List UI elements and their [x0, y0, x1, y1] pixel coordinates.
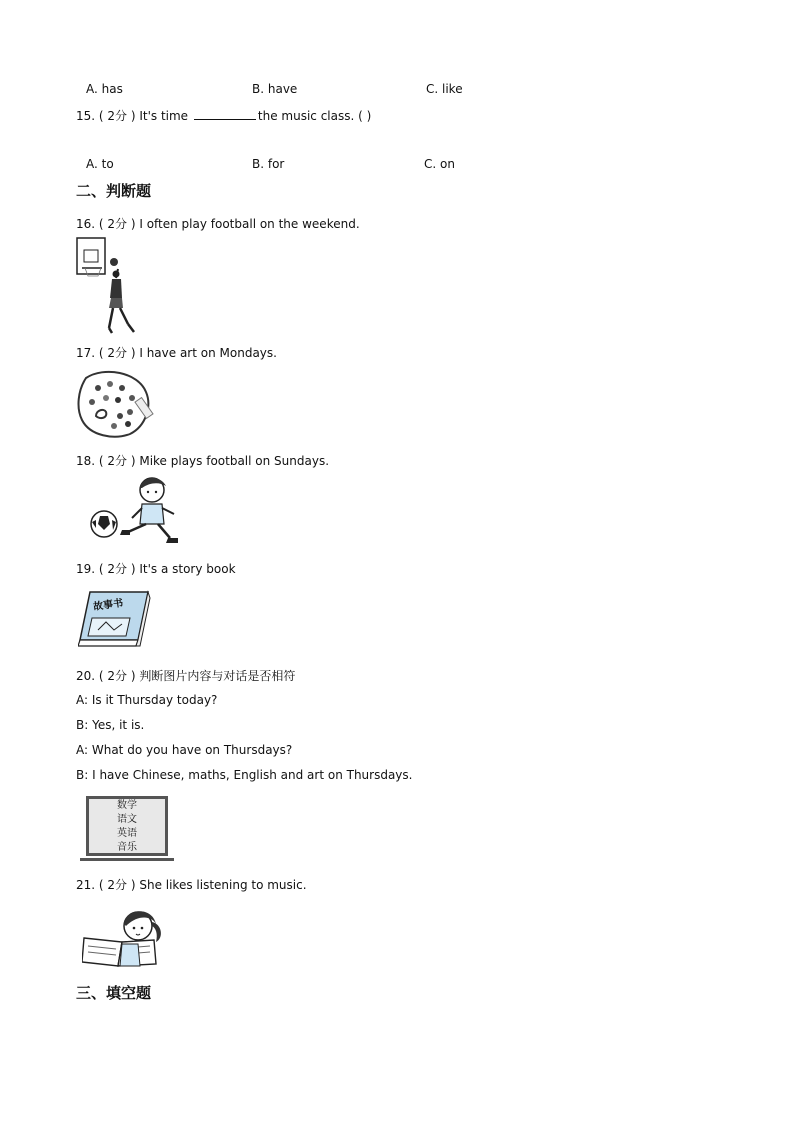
board-ledge — [80, 858, 174, 861]
board-line-3: 英语 — [117, 828, 137, 839]
q15-option-b[interactable]: B. for — [252, 157, 285, 171]
q17-text: 17. ( 2分 ) I have art on Mondays. — [76, 346, 277, 360]
q15-prefix: 15. ( 2分 ) It's time — [76, 109, 189, 123]
paint-palette-illustration — [76, 368, 164, 440]
q16-text: 16. ( 2分 ) I often play football on the weekend. — [76, 217, 360, 231]
basketball-player-illustration — [76, 236, 140, 336]
q20-text: 20. ( 2分 ) 判断图片内容与对话是否相符 — [76, 669, 296, 683]
q20-dialogue-line-2: B: Yes, it is. — [76, 718, 145, 732]
section-3-title: 三、填空题 — [76, 984, 152, 1002]
q14-option-c[interactable]: C. like — [426, 82, 463, 96]
timetable-board-illustration — [86, 796, 168, 856]
q15-suffix: the music class. ( ) — [257, 109, 372, 123]
board-line-4: 音乐 — [117, 842, 137, 853]
q19-text: 19. ( 2分 ) It's a story book — [76, 562, 236, 576]
story-book-title: 故事书 — [92, 597, 124, 614]
q15-blank[interactable] — [194, 107, 256, 120]
q15-stem — [76, 107, 371, 124]
q15-option-c[interactable]: C. on — [424, 157, 455, 171]
q14-option-a[interactable]: A. has — [86, 82, 123, 96]
q15-option-a[interactable]: A. to — [86, 157, 114, 171]
q20-dialogue-line-3: A: What do you have on Thursdays? — [76, 743, 293, 757]
q18-text: 18. ( 2分 ) Mike plays football on Sundays. — [76, 454, 330, 468]
boy-playing-football-illustration — [86, 474, 186, 546]
q14-option-b[interactable]: B. have — [252, 82, 298, 96]
q21-text: 21. ( 2分 ) She likes listening to music. — [76, 878, 307, 892]
q20-dialogue-line-4: B: I have Chinese, maths, English and art on Thursdays. — [76, 768, 413, 782]
section-2-title: 二、判断题 — [76, 182, 152, 200]
q20-dialogue-line-1: A: Is it Thursday today? — [76, 693, 218, 707]
board-line-2: 语文 — [117, 814, 137, 825]
girl-reading-illustration — [82, 904, 174, 968]
board-line-1: 数学 — [117, 800, 137, 811]
